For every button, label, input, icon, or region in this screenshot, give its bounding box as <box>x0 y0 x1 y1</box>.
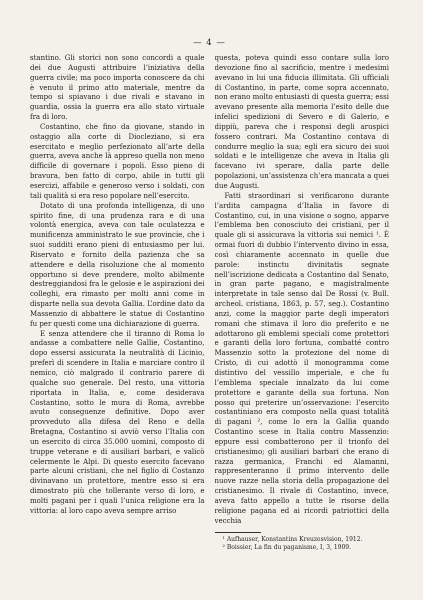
paragraph: Dotato di una profonda intelligenza, di uno spirito fine, di una prudenza rara e di una volontà energica, aveva con tale oculatezza e munificenza amministrato le sue provincie, che i suoi sudditi erano pieni di entusiasmo per lui. Riservato e fornito della pazienza che sa attendere e della risoluzione che al momento opportuno si deve prendere, molto abilmente destreggiandosi fra le gelosie e le aspirazioni dei colleghi, era rimasto per molti anni come in disparte nella sua devota Gallia. L’ordine dato da Massenzio di abbattere le statue di Costantino fu per questi come una dichiarazione di guerra. <box>30 201 205 328</box>
paragraph: E senza attendere che il tiranno di Roma lo andasse a combattere nelle Gallie, Costantino, dopo essersi assicurata la neutralità di Licinio, preferì di scendere in Italia e marciare contro il nemico, ciò malgrado il contrario parere di qualche suo generale. Del resto, una vittoria riportata in Italia, e, come desiderava Costantino, sotto le mura di Roma, avrebbe avuto conseguenze definitive. Dopo aver provveduto alla difesa del Reno e della Bretagna, Costantino si avviò verso l’Italia con un esercito di circa 35.000 uomini, composto di truppe veterane e di ausiliari barbari, e valicò celermente le Alpi. Di questo esercito facevano parte alcuni cristiani, che nel figlio di Costanzo divinavano un protettore, mentre esso si era dimostrato più che tollerante verso di loro, e molti pagani per i quali l’unica religione era la vittoria: al loro capo aveva sempre arriso <box>30 329 205 515</box>
text-columns <box>30 54 389 553</box>
paragraph: Fatti straordinari si verificarono durante l’ardita campagna d’Italia in favore di Costantino, cui, in una visione o sogno, apparve l’emblema ben conosciuto dei cristiani, per il quale gli si assicurava la vittoria sui nemici ¹. È ormai fuori di dubbio l’intervento divino in essa, così chiaramente accennato in quelle due parole: instinctu divinitatis segnate nell’iscrizione dedicata a Costantino dal Senato, in gran parte pagano, e magistralmente interpretate in tale senso dal De Rossi (v. Bull. archeol. cristiana, 1863, p. 57, seg.). Costantino anzi, come la maggior parte degli imperatori romani che stimava il loro dio preferito e ne adottarono gli emblemi speciali come protettori e garanti della loro fortuna, combatté contro Massenzio sotto la protezione del nome di Cristo, di cui adottò il monogramma come distintivo del vessillo imperiale, e che fu l’emblema speciale innalzato da lui come protettore e garante della sua fortuna. Non posso qui preterire un’osservazione: l’esercito costantiniano era composto nella quasi totalità di pagani ², come lo era la Gallia quando Costantino scese in Italia contro Massenzio: eppure essi combatterono per il trionfo del cristianesimo; gli ausiliari barbari che erano di razza germanica, Franchi ed Alamanni, rappresenteranno il primo intervento delle nuove razze nella storia della propagazione del cristianesimo. Il rivale di Costantino, invece, aveva fatto appello a tutte le risorse della religione pagana ed ai ricordi patriottici della vecchia <box>214 191 389 525</box>
footnote: ¹ Aufhauser, Konstantins Kreuzesvision, 1912. <box>222 535 363 543</box>
paragraph: Costantino, che fino da giovane, stando in ostaggio alla corte di Diocleziano, si era esercitato e meglio perfezionato all’arte della guerra, aveva anche là appreso quella non meno difficile di governare i popoli. Esso pieno di bravura, ben fatto di corpo, abile in tutti gli esercizi, affabile e generoso verso i soldati, con tali qualità si era reso popolare nell’esercito. <box>30 122 205 200</box>
footnotes <box>215 536 390 553</box>
footnote: ² Boissier, La fin du paganisme, I, 3, 1909. <box>222 544 352 551</box>
page-number: — 4 — <box>193 38 226 48</box>
paragraph: stantino. Gli storici non sono concordi a quale dei due Augusti attribuire l’iniziativa della guerra civile; ma poco importa conoscere da chi è venuto il primo atto materiale, mentre da tempo si spiavano i due rivali e stavano in guardia, ossia la guerra era allo stato virtuale fra di loro. <box>30 54 205 122</box>
left-column <box>30 54 205 553</box>
footnote-divider <box>215 532 261 533</box>
right-column <box>215 54 390 553</box>
paragraph: questa, poteva quindi esso contare sulla loro devozione fino al sacrificio, mentre i medesimi avevano in lui una fiducia illimitata. Gli ufficiali di Costantino, in parte, come sopra accennato, non erano molto entusiasti di questa guerra; essi avevano presente alla memoria l’esito delle due infelici spedizioni di Severo e di Galerio, e dippiù, pareva che i responsi degli aruspici fossero contrari. Ma Costantino contava di condurre meglio la sua; egli era sicuro dei suoi soldati e le intelligenze che aveva in Italia gli facevano ivi sperare, dalla parte delle popolazioni, un’assistenza ch’era mancata a quei due Augusti. <box>214 54 389 190</box>
